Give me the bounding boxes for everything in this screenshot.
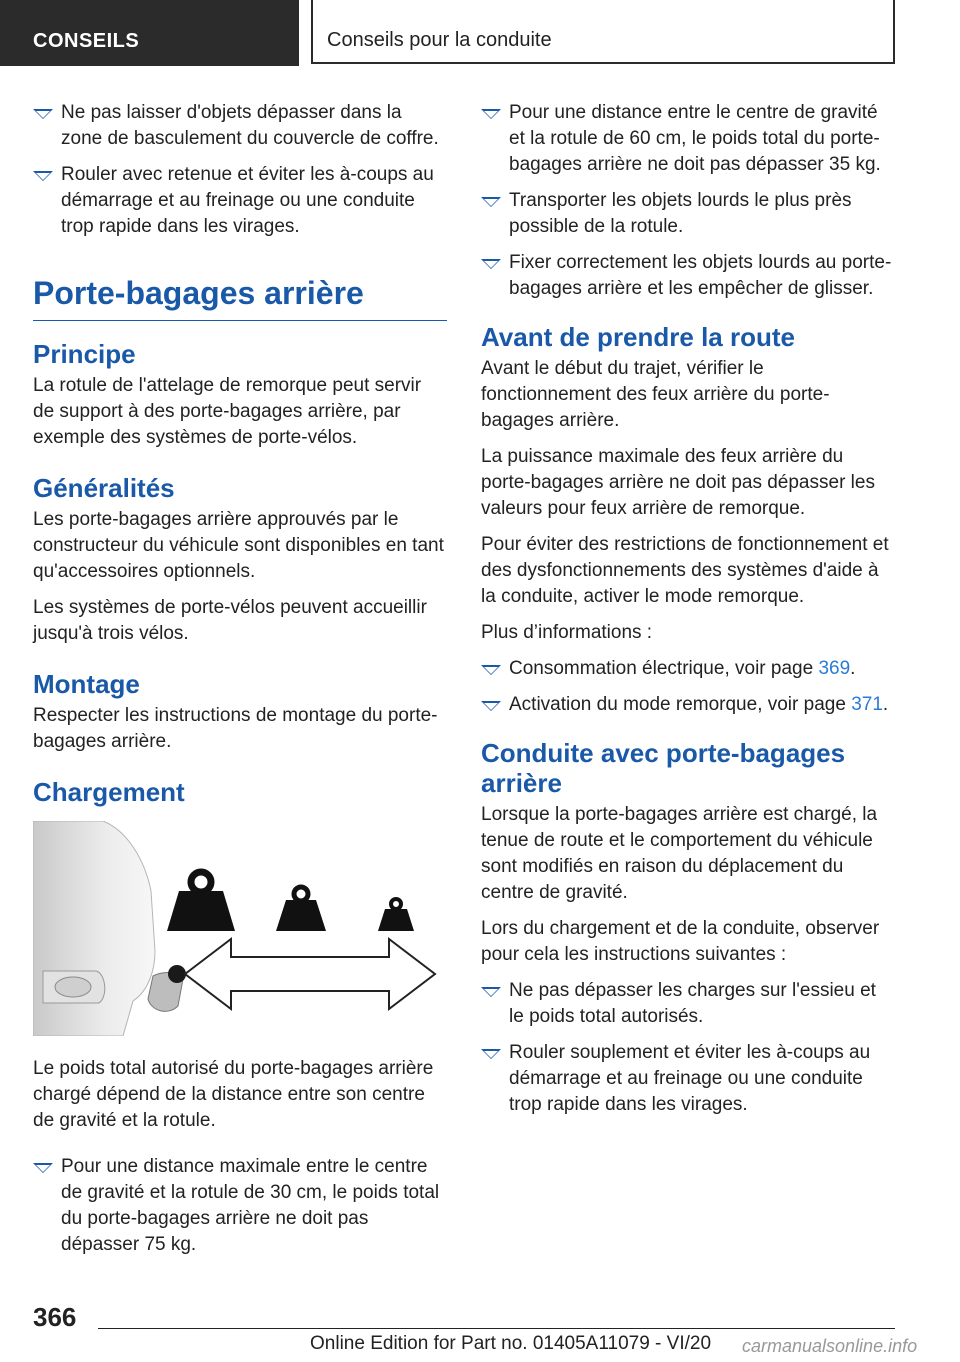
paragraph: La rotule de l'attelage de remorque peut servir de support à des porte-bagages arrière, par exemple des systèmes de porte-vélos. (33, 375, 422, 448)
triangle-bullet-icon (481, 701, 501, 711)
paragraph: Les systèmes de porte-vélos peuvent accueillir jusqu'à trois vélos. (33, 597, 427, 644)
triangle-bullet-icon (481, 197, 501, 207)
list-item: Rouler souplement et éviter les à-coups au démarrage et au freinage ou une conduite trop rapide dans les virages. (481, 1040, 895, 1118)
watermark: carmanualsonline.info (742, 1336, 918, 1356)
triangle-bullet-icon (481, 987, 501, 997)
list-item: Activation du mode remorque, voir page 371. (481, 692, 895, 718)
heading-conduite: Conduite avec porte-bagages arrière (481, 738, 846, 798)
page-link-371[interactable]: 371 (851, 694, 883, 715)
paragraph: Lorsque la porte-bagages arrière est chargé, la tenue de route et le comportement du véhicule sont modifiés en raison du déplacement du centre de gravité. (481, 804, 878, 903)
heading-principe: Principe (33, 339, 136, 369)
paragraph: La puissance maximale des feux arrière du porte-bagages arrière ne doit pas dépasser les valeurs pour feux arrière de remorque. (481, 446, 875, 519)
page-number: 366 (33, 1302, 77, 1332)
list-item: Pour une distance maximale entre le centre de gravité et la rotule de 30 cm, le poids total du porte-bagages arrière ne doit pas dépasser 75 kg. (33, 1154, 447, 1258)
list-item: Transporter les objets lourds le plus près possible de la rotule. (481, 188, 895, 240)
chapter-label: Conseils pour la conduite (327, 29, 552, 51)
paragraph: Le poids total autorisé du porte-bagages arrière chargé dépend de la distance entre son centre de gravité et la rotule. (33, 1058, 434, 1131)
light-weight-icon (378, 899, 414, 931)
paragraph: Avant le début du trajet, vérifier le fonctionnement des feux arrière du porte-bagages arrière. (481, 358, 830, 431)
list-item: Ne pas dépasser les charges sur l'essieu et le poids total autorisés. (481, 978, 895, 1030)
section-label: CONSEILS (33, 30, 140, 52)
list-item: Pour une distance entre le centre de gravité et la rotule de 60 cm, le poids total du porte-bagages arrière ne doit pas dépasser 35 kg. (481, 100, 895, 178)
list-item: Rouler avec retenue et éviter les à-coups au démarrage et au freinage ou une conduite trop rapide dans les virages. (33, 162, 447, 240)
paragraph: Pour éviter des restrictions de fonctionnement et des dysfonctionnements des systèmes d'aide à la conduite, activer le mode remorque. (481, 534, 889, 607)
chapter-tab (311, 0, 895, 64)
triangle-bullet-icon (481, 109, 501, 119)
paragraph: Plus d’informations : (481, 622, 653, 643)
heading-chargement: Chargement (33, 777, 185, 807)
paragraph: Respecter les instructions de montage du porte-bagages arrière. (33, 705, 438, 752)
heading-avant-route: Avant de prendre la route (481, 322, 795, 352)
footer-divider (98, 1328, 895, 1329)
page-title: Porte-bagages arrière (33, 274, 447, 321)
page-header (0, 0, 960, 66)
heavy-weight-icon (167, 872, 235, 931)
list-item: Consommation électrique, voir page 369. (481, 656, 895, 682)
triangle-bullet-icon (481, 259, 501, 269)
paragraph: Lors du chargement et de la conduite, observer pour cela les instructions suivantes : (481, 918, 880, 965)
triangle-bullet-icon (481, 1049, 501, 1059)
edition-note: Online Edition for Part no. 01405A11079 - VI/20 (310, 1333, 712, 1354)
distance-arrow (185, 939, 435, 1009)
heading-generalites: Généralités (33, 473, 175, 503)
medium-weight-icon (276, 887, 326, 931)
heading-montage: Montage (33, 669, 140, 699)
paragraph: Les porte-bagages arrière approuvés par le constructeur du véhicule sont disponibles en tant qu'accessoires optionnels. (33, 509, 444, 582)
tow-ball (168, 965, 186, 983)
triangle-bullet-icon (33, 171, 53, 181)
left-column (33, 100, 447, 1268)
triangle-bullet-icon (33, 1163, 53, 1173)
list-item: Fixer correctement les objets lourds au porte-bagages arrière et les empêcher de glisser. (481, 250, 895, 302)
triangle-bullet-icon (481, 665, 501, 675)
car-rear-bumper (33, 821, 155, 1036)
load-distribution-illustration (33, 821, 447, 1036)
section-tab (0, 0, 299, 66)
list-item: Ne pas laisser d'objets dépasser dans la zone de basculement du couvercle de coffre. (33, 100, 447, 152)
right-column (481, 100, 895, 1128)
triangle-bullet-icon (33, 109, 53, 119)
page-link-369[interactable]: 369 (818, 658, 851, 679)
